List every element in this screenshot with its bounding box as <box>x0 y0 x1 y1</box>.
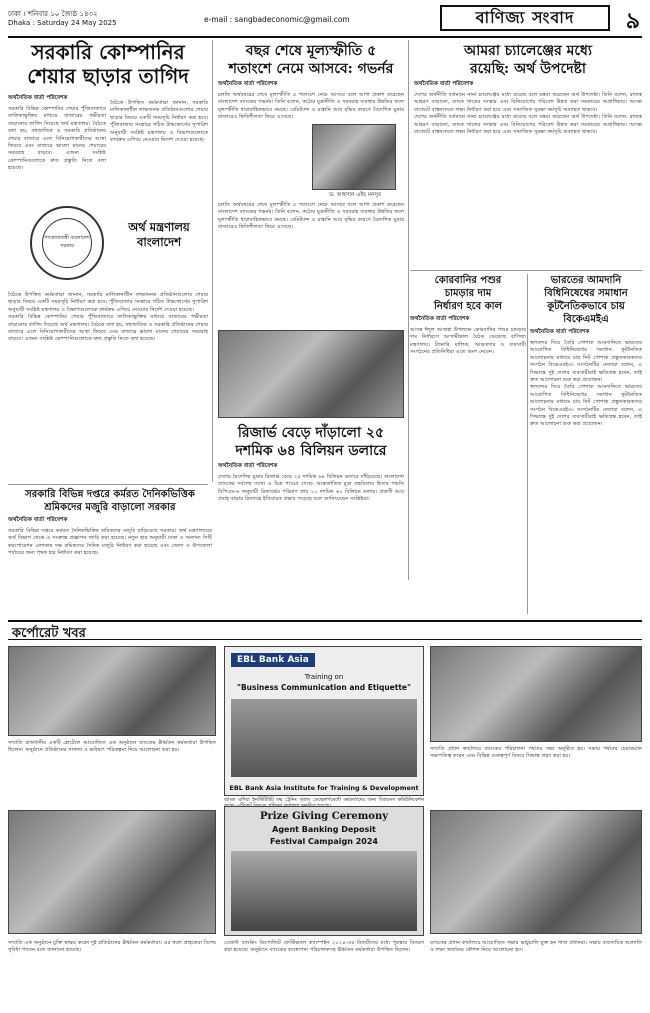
column-divider <box>527 274 528 614</box>
headline-reserve-1: রিজার্ভ বেড়ে দাঁড়ালো ২৫ <box>237 425 385 441</box>
prize-subtitle-2: Festival Campaign 2024 <box>270 837 378 846</box>
corporate-photo-3 <box>430 646 642 742</box>
article-body: সরকারি বিভিন্ন কোম্পানির শেয়ার পুঁজিবাজারে তালিকাভুক্তির মাধ্যমে বাজারের গভীরতা বাড়ানোর তাগিদ দিয়েছে অর্থ মন্ত্রণালয়। বৈঠকে বলা হয়, বহুজাতিক ও সরকারি প্রতিষ্ঠানের শেয়ার বাজারে এলে বিনিয়োগকারীদের আস্থা ফিরবে এবং বাজারে ভালো মানের শেয়ারের সরবরাহ বাড়বে। এজন্য সংশ্লিষ্ট কোম্পানিগুলোকে দ্রুত প্রস্তুতি নিতে বলা হয়েছে। <box>8 314 208 343</box>
headline-inflation-1: বছর শেষে মূল্যস্ফীতি ৫ <box>245 43 377 59</box>
ministry-country: বাংলাদেশ <box>136 235 182 249</box>
government-seal-icon <box>30 206 104 280</box>
seal-text: গণপ্রজাতন্ত্রী বাংলাদেশ সরকার <box>42 218 92 268</box>
prize-title: Prize Giving Ceremony <box>259 811 389 822</box>
headline-shares-1: সরকারি কোম্পানির <box>31 40 185 64</box>
corporate-section-bar <box>8 620 642 640</box>
article-body: সরকারি বিভিন্ন দপ্তরে কর্মরত দৈনিকভিত্তিক শ্রমিকদের মজুরি বাড়িয়েছে সরকার। অর্থ মন্ত্রণালয়ের অর্থ বিভাগ থেকে এ সংক্রান্ত প্রজ্ঞাপন জারি করা হয়েছে। নতুন হার অনুযায়ী ঢাকা ও অন্যান্য সিটি করপোরেশন এলাকায় দক্ষ শ্রমিকদের দৈনিক মজুরি নির্ধারণ করা হয়েছে এবং জেলা ও উপজেলা পর্যায়ের জন্য পৃথক হার নির্ধারণ করা হয়েছে। <box>8 528 212 557</box>
headline-advisor-1: আমরা চ্যালেঞ্জের মধ্যে <box>464 43 592 59</box>
article-bkmea <box>530 274 642 429</box>
governor-photo <box>312 124 396 190</box>
corporate-photo-5 <box>430 810 642 934</box>
article-shares-cont <box>8 292 208 344</box>
headline-bkmea-1: ভারতের আমদানি বিধিনিষেধের সমাধান <box>544 275 628 299</box>
training-banner <box>224 646 424 796</box>
corporate-caption-2: ব্যাংক এশিয়া ইনস্টিটিউট ফর ট্রেনিং অ্যান্ড ডেভেলপমেন্টে কর্মকর্তাদের জন্য বিজনেস কমিউনিকেশন <box>224 798 424 803</box>
section-rule <box>8 484 208 485</box>
article-shares-col2 <box>110 100 208 144</box>
date-en: Dhaka : Saturday 24 May 2025 <box>8 19 117 27</box>
corporate-photo-4 <box>8 810 216 934</box>
corporate-caption-5: সম্প্রতি এক অনুষ্ঠানে চুক্তি স্বাক্ষর করেন দুই প্রতিষ্ঠানের ঊর্ধ্বতন কর্মকর্তারা। এর ফলে গ্রাহকেরা বিশেষ সুবিধা পাবেন বলে জানানো হয়েছে। <box>8 940 216 953</box>
ministry-label <box>110 220 208 250</box>
article-shares-col1 <box>8 92 106 173</box>
headline-inflation-2: শতাংশে নেমে আসবে: গভর্নর <box>228 61 394 77</box>
byline: অর্থনৈতিক বার্তা পরিবেশক <box>218 463 278 469</box>
header-rule <box>8 36 642 38</box>
prize-banner <box>224 806 424 936</box>
article-wages <box>8 488 212 558</box>
byline: অর্থনৈতিক বার্তা পরিবেশক <box>8 95 68 101</box>
article-body: আসন্ন ঈদুল আজহা উপলক্ষে কোরবানির পশুর চামড়ার দাম নির্ধারণে আগামীকাল বৈঠক ডেকেছে বাণিজ্য মন্ত্রণালয়। ট্যানারি মালিক, আড়তদার ও ব্যবসায়ী সংগঠনের প্রতিনিধিরা এতে অংশ নেবেন। <box>410 327 526 356</box>
article-body: চলতি অর্থবছরের শেষে মূল্যস্ফীতি ৫ শতাংশে নেমে আসবে বলে আশা প্রকাশ করেছেন বাংলাদেশ ব্যাংকের গভর্নর। তিনি বলেন, কঠোর মুদ্রানীতি ও সরবরাহ ব্যবস্থার উন্নতির ফলে মূল্যস্ফীতি ধারাবাহিকভাবে কমছে। রেমিট্যান্স ও রপ্তানি আয় বৃদ্ধির কারণে বৈদেশিক মুদ্রার বাজারেও স্থিতিশীলতা ফিরে এসেছে। <box>218 92 404 121</box>
page-number: ৯ <box>625 8 640 34</box>
group-photo <box>231 699 417 777</box>
column-divider <box>212 40 213 482</box>
article-body: স্থলবন্দর দিয়ে তৈরি পোশাক আমদানিতে ভারতের আরোপিত বিধিনিষেধের সমাধান কূটনৈতিক আলোচনার মাধ্যমে চায় নিট পোশাক প্রস্তুতকারকদের সংগঠন বিকেএমইএ। সংগঠনটির নেতারা বলেন, এ সিদ্ধান্তে দুই দেশের ব্যবসায়ীরাই ক্ষতিগ্রস্ত হবেন, তাই দ্রুত আলোচনা শুরু করা প্রয়োজন। <box>530 384 642 428</box>
headline-advisor-2: রয়েছি: অর্থ উপদেষ্টা <box>469 61 586 77</box>
headline-shares-2: শেয়ার ছাড়ার তাগিদ <box>27 64 189 88</box>
bank-logo: EBL Bank Asia <box>231 653 315 667</box>
photo-caption: ড. আহসান এইচ মনসুর <box>329 192 381 198</box>
byline: অর্থনৈতিক বার্তা পরিবেশক <box>530 329 590 335</box>
headline-leather-1: কোরবানির পশুর <box>434 275 502 286</box>
corporate-photo-1 <box>8 646 216 736</box>
article-body: চলতি অর্থবছরের শেষে মূল্যস্ফীতি ৫ শতাংশে নেমে আসবে বলে আশা প্রকাশ করেছেন বাংলাদেশ ব্যাংকের গভর্নর। তিনি বলেন, কঠোর মুদ্রানীতি ও সরবরাহ ব্যবস্থার উন্নতির ফলে মূল্যস্ফীতি ধারাবাহিকভাবে কমছে। রেমিট্যান্স ও রপ্তানি আয় বৃদ্ধির কারণে বৈদেশিক মুদ্রার বাজারেও স্থিতিশীলতা ফিরে এসেছে। <box>218 202 404 231</box>
article-body: দেশের অর্থনীতি বর্তমানে নানা চ্যালেঞ্জের মধ্যে রয়েছে বলে মন্তব্য করেছেন অর্থ উপদেষ্টা। তিনি বলেন, রাজস্ব আহরণ বাড়ানো, ব্যাংক খাতের সংস্কার এবং বিনিয়োগের পরিবেশ উন্নত করা সরকারের অগ্রাধিকার। আসন্ন বাজেটে বাস্তবসম্মত লক্ষ্য নির্ধারণ করা হবে এবং সামাজিক সুরক্ষা কর্মসূচি অব্যাহত থাকবে। <box>414 114 642 136</box>
prize-subtitle-1: Agent Banking Deposit <box>272 825 376 834</box>
masthead-logo: বাণিজ্য সংবাদ <box>440 5 610 31</box>
byline: অর্থনৈতিক বার্তা পরিবেশক <box>8 517 68 523</box>
article-reserve <box>218 424 404 504</box>
date-bn: ঢাকা । শনিবার ১০ জ্যৈষ্ঠ ১৪৩২ <box>8 10 98 18</box>
article-body: দেশের অর্থনীতি বর্তমানে নানা চ্যালেঞ্জের মধ্যে রয়েছে বলে মন্তব্য করেছেন অর্থ উপদেষ্টা। তিনি বলেন, রাজস্ব আহরণ বাড়ানো, ব্যাংক খাতের সংস্কার এবং বিনিয়োগের পরিবেশ উন্নত করা সরকারের অগ্রাধিকার। আসন্ন বাজেটে বাস্তবসম্মত লক্ষ্য নির্ধারণ করা হবে এবং সামাজিক সুরক্ষা কর্মসূচি অব্যাহত থাকবে। <box>414 92 642 113</box>
corporate-caption-6: ব্যাংকের প্রধান কার্যালয়ে আয়োজিত সভায় ভার্চুয়ালি যুক্ত হন শাখা প্রধানরা। সভায় ব্যবসায়িক অগ্রগতি ও লক্ষ্য অর্জনের কৌশল নিয়ে আলোচনা হয়। <box>430 940 642 953</box>
article-inflation-cont <box>218 202 404 232</box>
corporate-caption-1: সম্প্রতি রাজধানীর একটি হোটেলে আয়োজিত এক অনুষ্ঠানে ব্যাংকের ঊর্ধ্বতন কর্মকর্তারা উপস্থিত ছিলেন। অনুষ্ঠানে প্রতিষ্ঠানের সাফল্য ও ভবিষ্যৎ পরিকল্পনা নিয়ে আলোচনা করা হয়। <box>8 740 216 753</box>
corporate-caption-3: এজেন্ট ব্যাংকিং ডিপোজিট ফেস্টিভ্যাল ক্যাম্পেইন ২০২৪-এর বিজয়ীদের মধ্যে পুরস্কার বিতরণ করা হয়েছে। অনুষ্ঠানে ব্যাংকের ব্যবস্থাপনা পরিচালকসহ ঊর্ধ্বতন কর্মকর্তারা উপস্থিত ছিলেন। <box>224 940 424 953</box>
byline: অর্থনৈতিক বার্তা পরিবেশক <box>414 81 474 87</box>
corporate-section-title: কর্পোরেট খবর <box>12 626 86 641</box>
byline: অর্থনৈতিক বার্তা পরিবেশক <box>218 81 278 87</box>
article-body: বৈঠকে উপস্থিত কর্মকর্তারা জানান, সরকারি মালিকানাধীন লাভজনক প্রতিষ্ঠানগুলোর শেয়ার ছাড়ার বিষয়ে একটি সময়সূচি নির্ধারণ করা হবে। পুঁজিবাজার সংস্কারে গঠিত টাস্কফোর্সের সুপারিশ অনুযায়ী সংশ্লিষ্ট মন্ত্রণালয় ও বিভাগগুলোকে কার্যক্রম এগিয়ে নেওয়ার নির্দেশ দেওয়া হয়েছে। <box>8 292 208 313</box>
email-text: e-mail : sangbadeconomic@gmail.com <box>204 14 350 24</box>
group-photo <box>231 851 417 931</box>
byline: অর্থনৈতিক বার্তা পরিবেশক <box>410 316 470 322</box>
headline-bkmea-2: কূটনৈতিকভাবে চায় বিকেএমইএ <box>547 301 625 325</box>
training-topic: "Business Communication and Etiquette" <box>237 683 411 692</box>
article-body: দেশের বৈদেশিক মুদ্রার রিজার্ভ বেড়ে ২৫ দশমিক ৬৪ বিলিয়ন ডলারে দাঁড়িয়েছে। বাংলাদেশ ব্যাংকের সর্বশেষ তথ্যে এ চিত্র পাওয়া গেছে। আন্তর্জাতিক মুদ্রা তহবিলের হিসাব পদ্ধতি বিপিএম-৬ অনুযায়ী রিজার্ভের পরিমাণ প্রায় ২০ দশমিক ৬০ বিলিয়ন ডলার। প্রবাসী আয় প্রবাহ বাড়ায় রিজার্ভে ইতিবাচক প্রভাব পড়েছে বলে জানিয়েছেন সংশ্লিষ্টরা। <box>218 474 404 503</box>
section-rule <box>410 270 642 271</box>
article-leather <box>410 274 526 357</box>
article-shares <box>8 40 208 88</box>
headline-wages-1: সরকারি বিভিন্ন দপ্তরে কর্মরত দৈনিকভিত্তিক <box>25 489 195 500</box>
headline-leather-2: চামড়ার দাম <box>444 288 492 299</box>
headline-wages-2: শ্রমিকদের মজুরি বাড়ালো সরকার <box>44 502 176 513</box>
article-body: সরকারি বিভিন্ন কোম্পানির শেয়ার পুঁজিবাজারে তালিকাভুক্তির মাধ্যমে বাজারের গভীরতা বাড়ানোর তাগিদ দিয়েছে অর্থ মন্ত্রণালয়। বৈঠকে বলা হয়, বহুজাতিক ও সরকারি প্রতিষ্ঠানের শেয়ার বাজারে এলে বিনিয়োগকারীদের আস্থা ফিরবে এবং বাজারে ভালো মানের শেয়ারের সরবরাহ বাড়বে। এজন্য সংশ্লিষ্ট কোম্পানিগুলোকে দ্রুত প্রস্তুতি নিতে বলা হয়েছে। <box>8 106 106 172</box>
headline-leather-3: নির্ধারণ হবে কাল <box>433 301 503 312</box>
article-inflation <box>218 42 404 122</box>
ministry-name: অর্থ মন্ত্রণালয় <box>128 220 190 234</box>
training-label: Training on <box>304 673 344 681</box>
corporate-caption-4: সম্প্রতি প্রধান কার্যালয়ে ব্যাংকের পরিচালনা পর্ষদের সভা অনুষ্ঠিত হয়। সভায় পর্ষদের চেয়ারম্যান সভাপতিত্ব করেন এবং বিভিন্ন গুরুত্বপূর্ণ বিষয়ে সিদ্ধান্ত গ্রহণ করা হয়। <box>430 746 642 759</box>
article-body: স্থলবন্দর দিয়ে তৈরি পোশাক আমদানিতে ভারতের আরোপিত বিধিনিষেধের সমাধান কূটনৈতিক আলোচনার মাধ্যমে চায় নিট পোশাক প্রস্তুতকারকদের সংগঠন বিকেএমইএ। সংগঠনটির নেতারা বলেন, এ সিদ্ধান্তে দুই দেশের ব্যবসায়ীরাই ক্ষতিগ্রস্ত হবেন, তাই দ্রুত আলোচনা শুরু করা প্রয়োজন। <box>530 340 642 384</box>
article-advisor <box>414 42 642 136</box>
article-body: বৈঠকে উপস্থিত কর্মকর্তারা জানান, সরকারি মালিকানাধীন লাভজনক প্রতিষ্ঠানগুলোর শেয়ার ছাড়ার বিষয়ে একটি সময়সূচি নির্ধারণ করা হবে। পুঁজিবাজার সংস্কারে গঠিত টাস্কফোর্সের সুপারিশ অনুযায়ী সংশ্লিষ্ট মন্ত্রণালয় ও বিভাগগুলোকে কার্যক্রম এগিয়ে নেওয়ার নির্দেশ দেওয়া হয়েছে। <box>110 100 208 144</box>
institute-name: EBL Bank Asia Institute for Training & Development <box>229 784 419 792</box>
banknotes-photo <box>218 330 404 418</box>
column-divider <box>408 40 409 580</box>
headline-reserve-2: দশমিক ৬৪ বিলিয়ন ডলারে <box>235 443 387 459</box>
date-block <box>8 10 198 28</box>
